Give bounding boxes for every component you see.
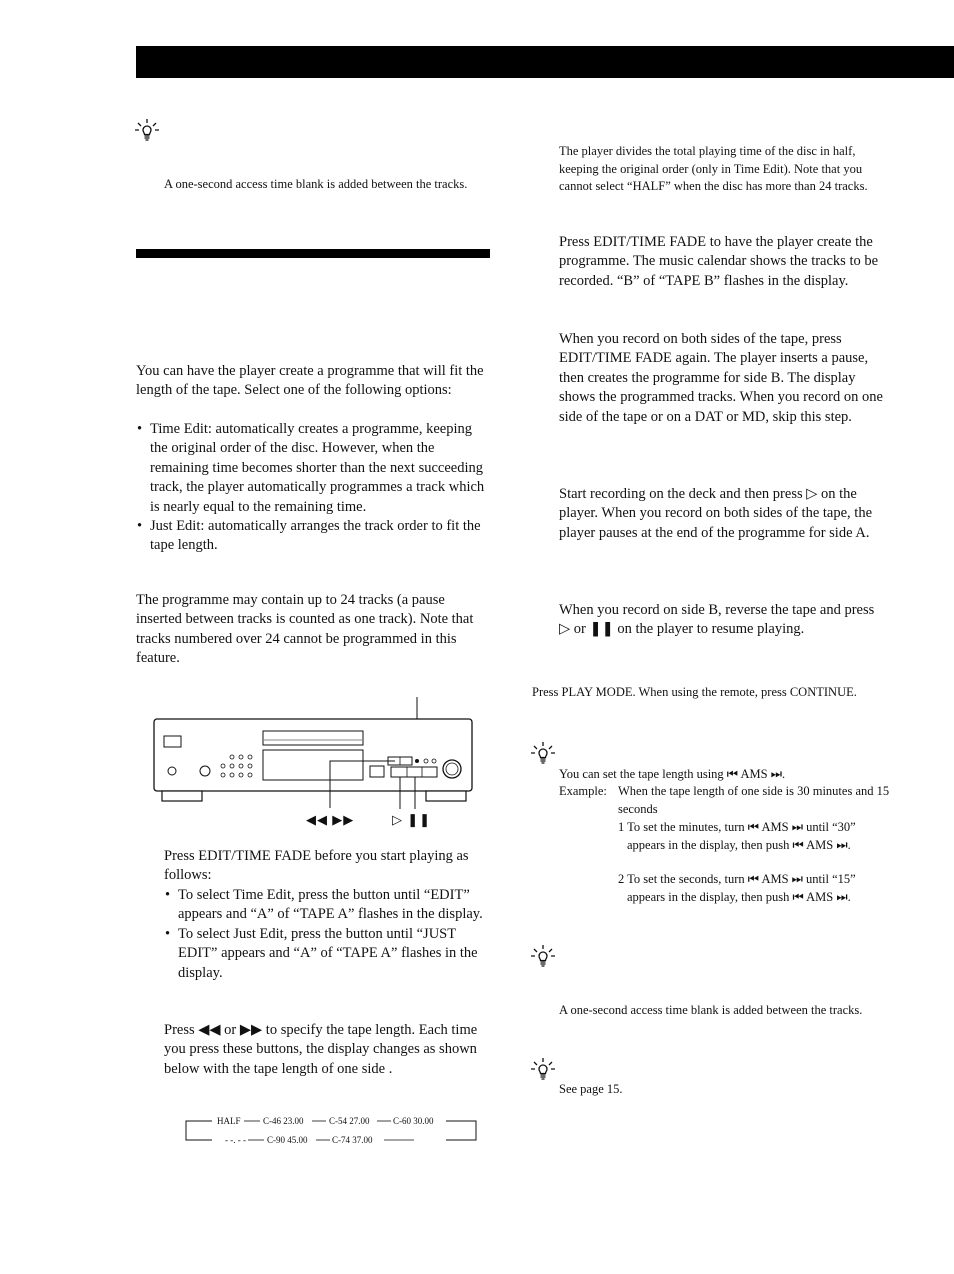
- cycle-c54: C-54 27.00: [329, 1116, 370, 1126]
- step3-text: Press EDIT/TIME FADE to have the player create the programme. The music calendar shows the tracks to be recorded. “B” of “TAPE B” flashes in the display.: [559, 234, 879, 289]
- tip-bulb-icon: [530, 1057, 556, 1083]
- option-list: [136, 420, 492, 556]
- step5-text: Start recording on the deck and then press ▷ on the player. When you record on both sides of the tape, the player pauses at the end of the programme for side A.: [559, 486, 873, 541]
- tip1-intro: You can set the tape length using ⏮ AMS ⏭.: [559, 767, 786, 781]
- intro-text: You can have the player create a programme that will fit the length of the tape. Select one of the following options:: [136, 363, 484, 399]
- tip3-text: See page 15.: [559, 1082, 623, 1096]
- option-time-edit: • Time Edit: automatically creates a programme, keeping the original order of the disc. However, when the remaining time becomes shorter than the next succeeding track, the player automatically programmes a track which is nearly equal to the remaining time.: [136, 420, 492, 517]
- step6-text: When you record on side B, reverse the tape and press ▷ or ❚❚ on the player to resume playing.: [559, 602, 875, 638]
- step1-text: Press EDIT/TIME FADE before you start playing as follows:: [164, 848, 469, 884]
- cycle-c74: C-74 37.00: [332, 1135, 373, 1145]
- step1-bullet-just-edit: • To select Just Edit, press the button until “JUST EDIT” appears and “A” of “TAPE A” flashes in the display.: [164, 925, 490, 983]
- step2-text: Press ◀◀ or ▶▶ to specify the tape length. Each time you press these buttons, the display changes as shown below with the tape length of one side .: [164, 1022, 478, 1077]
- cancel-text: Press PLAY MODE. When using the remote, press CONTINUE.: [532, 685, 857, 699]
- option-just-edit: • Just Edit: automatically arranges the track order to fit the tape length.: [136, 517, 492, 556]
- play-pause-label: ▷ ❚❚: [392, 812, 432, 827]
- foot-right: [426, 791, 466, 801]
- cycle-c90: C-90 45.00: [267, 1135, 308, 1145]
- header-bar: [136, 46, 954, 78]
- rewind-ff-label: ◀◀ ▶▶: [306, 812, 355, 827]
- tip1-example-label: Example:: [559, 784, 607, 798]
- tip-bulb-icon: [134, 118, 160, 144]
- step1-bullet-time-edit: • To select Time Edit, press the button until “EDIT” appears and “A” of “TAPE A” flashes in the display.: [164, 886, 490, 925]
- tip-note: A one-second access time blank is added between the tracks.: [164, 177, 468, 191]
- foot-left: [162, 791, 202, 801]
- tip-bulb-icon: [530, 741, 556, 767]
- tape-length-cycle: [184, 1110, 480, 1146]
- tip-bulb-icon: [530, 944, 556, 970]
- limit-note: The programme may contain up to 24 tracks (a pause inserted between tracks is counted as one track). Note that tracks numbered over 24 cannot be programmed in this feature.: [136, 592, 474, 667]
- section-bar: [136, 249, 490, 258]
- cycle-c46: C-46 23.00: [263, 1116, 304, 1126]
- tip2-text: A one-second access time blank is added between the tracks.: [559, 1003, 863, 1017]
- cycle-blank: - -. - -: [225, 1135, 246, 1145]
- step4-text: When you record on both sides of the tape, press EDIT/TIME FADE again. The player inserts a pause, then creates the programme for side B. The display shows the programmed tracks. When you record on one side of the tape or on a DAT or MD, skip this step.: [559, 331, 883, 425]
- tip1-step2: 2 To set the seconds, turn ⏮ AMS ⏭ until “15” appears in the display, then push ⏮ AMS ⏭.: [618, 872, 856, 904]
- cycle-c60: C-60 30.00: [393, 1116, 434, 1126]
- tip1-example: When the tape length of one side is 30 minutes and 15 seconds: [618, 784, 890, 816]
- half-note: The player divides the total playing time of the disc in half, keeping the original order (only in Time Edit). Note that you cannot select “HALF” when the disc has more than 24 tracks.: [559, 144, 868, 194]
- cycle-half: HALF: [217, 1116, 241, 1126]
- step1-list: [164, 886, 490, 983]
- tip1-step1: 1 To set the minutes, turn ⏮ AMS ⏭ until “30” appears in the display, then push ⏮ AMS ⏭.: [618, 820, 856, 852]
